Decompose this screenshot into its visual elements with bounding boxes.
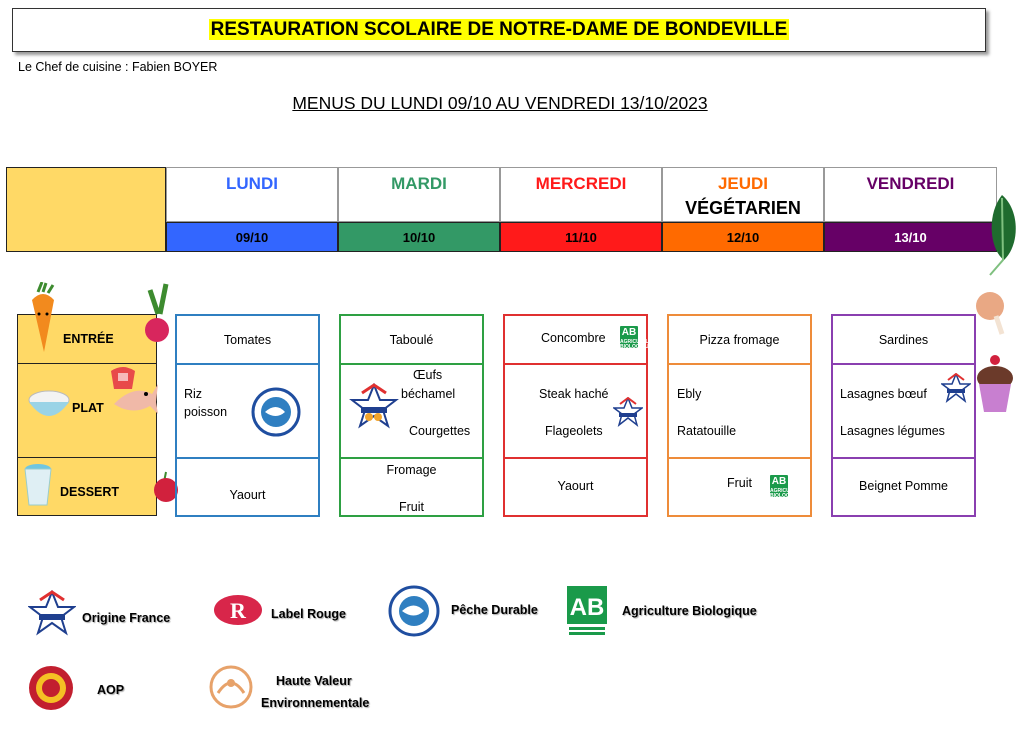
plat-cell <box>505 365 646 459</box>
dessert-text: Fruit <box>399 500 424 514</box>
dessert-cell <box>505 459 646 515</box>
agriculture-biologique-icon <box>566 585 608 637</box>
spinach-leaf-icon <box>982 190 1022 280</box>
plat-text: Riz <box>184 387 203 401</box>
svg-text:R: R <box>230 598 246 623</box>
menu-column-vendredi <box>831 314 976 517</box>
dessert-text: Beignet Pomme <box>859 479 948 493</box>
plat-text: Courgettes <box>409 424 471 438</box>
date-lundi: 09/10 <box>166 222 338 252</box>
day-header-lundi <box>166 167 338 222</box>
dessert-text: Fromage <box>386 463 437 477</box>
dessert-cell <box>833 459 974 515</box>
dessert-cell <box>177 459 318 515</box>
entree-cell <box>833 316 974 365</box>
category-label-dessert: DESSERT <box>60 485 120 499</box>
plat-text: poisson <box>184 405 228 419</box>
day-name: MERCREDI <box>535 174 627 193</box>
haute-valeur-environnementale-icon <box>208 665 254 709</box>
legend-peche-durable: Pêche Durable <box>451 603 538 617</box>
entree-text: Pizza fromage <box>699 333 780 347</box>
dessert-cell <box>669 459 810 515</box>
chicken-leg-icon <box>972 290 1012 340</box>
date-vendredi: 13/10 <box>824 222 997 252</box>
ab-bio-icon: AB AGRICULTURE BIOLOGIQUE <box>620 327 657 350</box>
day-subtitle-vegetarien: VÉGÉTARIEN <box>685 198 801 218</box>
entree-cell <box>669 316 810 365</box>
entree-text: Taboulé <box>389 333 434 347</box>
category-label-entree: ENTRÉE <box>63 332 114 346</box>
legend-hve-line1: Haute Valeur <box>276 674 352 688</box>
entree-text: Sardines <box>878 333 929 347</box>
day-header-mercredi <box>500 167 662 222</box>
menus-title: MENUS DU LUNDI 09/10 AU VENDREDI 13/10/2023 <box>292 93 708 113</box>
plat-text: Œufs <box>413 368 443 382</box>
day-name: JEUDI <box>717 174 769 193</box>
ab-bio-icon: AB AGRICULTURE BIOLOGIQUE <box>770 476 807 499</box>
day-header-mardi <box>338 167 500 222</box>
dessert-text: Fruit <box>727 476 752 490</box>
viandes-de-france-icon <box>613 397 643 427</box>
category-label-plat: PLAT <box>72 401 104 415</box>
plat-cell <box>177 365 318 459</box>
day-name: VENDREDI <box>866 174 955 193</box>
header-corner-cell <box>6 167 166 252</box>
page-title: RESTAURATION SCOLAIRE DE NOTRE-DAME DE BONDEVILLE <box>210 19 788 40</box>
entree-cell <box>177 316 318 365</box>
chef-name: Le Chef de cuisine : Fabien BOYER <box>18 60 218 74</box>
legend-hve-line2: Environnementale <box>261 696 370 710</box>
plat-text: Ebly <box>677 387 702 401</box>
plat-cell <box>833 365 974 459</box>
entree-cell <box>341 316 482 365</box>
cupcake-icon <box>974 354 1016 414</box>
title-box <box>12 8 986 52</box>
legend-origine-france: Origine France <box>82 611 171 625</box>
rice-bowl-icon <box>25 388 73 424</box>
peche-durable-icon <box>251 387 301 437</box>
fish-icon <box>110 380 160 416</box>
svg-text:AB: AB <box>569 594 605 621</box>
menu-column-jeudi <box>667 314 812 517</box>
legend-label-rouge: Label Rouge <box>271 607 347 621</box>
carrot-icon <box>28 282 58 354</box>
day-name: MARDI <box>391 174 447 193</box>
day-header-jeudi <box>662 167 824 222</box>
legend-aop: AOP <box>97 683 125 697</box>
yogurt-icon <box>22 461 54 509</box>
entree-cell <box>505 316 657 365</box>
radish-icon <box>140 282 178 348</box>
plat-text: béchamel <box>401 387 456 401</box>
entree-text: Tomates <box>223 333 272 347</box>
dessert-cell <box>341 459 482 515</box>
menu-column-mardi <box>339 314 484 517</box>
entree-text: Concombre <box>541 331 606 345</box>
dessert-text: Yaourt <box>557 479 594 493</box>
plat-text: Flageolets <box>545 424 603 438</box>
dessert-text: Yaourt <box>229 488 266 502</box>
origine-france-icon <box>28 590 76 636</box>
date-mardi: 10/10 <box>338 222 500 252</box>
day-name: LUNDI <box>226 174 278 193</box>
peche-durable-legend-icon <box>388 585 440 637</box>
date-mercredi: 11/10 <box>500 222 662 252</box>
date-jeudi: 12/10 <box>662 222 824 252</box>
plat-cell <box>669 365 810 459</box>
legend-agriculture-biologique: Agriculture Biologique <box>622 604 757 618</box>
oeufs-de-france-icon <box>349 383 399 429</box>
menu-column-lundi <box>175 314 320 517</box>
plat-text: Lasagnes légumes <box>840 424 945 438</box>
day-header-vendredi <box>824 167 997 222</box>
viandes-de-france-icon <box>941 373 971 403</box>
label-rouge-icon <box>212 592 264 628</box>
plat-text: Lasagnes bœuf <box>840 387 927 401</box>
plat-text: Steak haché <box>539 387 609 401</box>
menu-column-mercredi <box>503 314 657 517</box>
plat-cell <box>341 365 482 459</box>
plat-text: Ratatouille <box>677 424 737 438</box>
aop-icon <box>28 665 74 711</box>
